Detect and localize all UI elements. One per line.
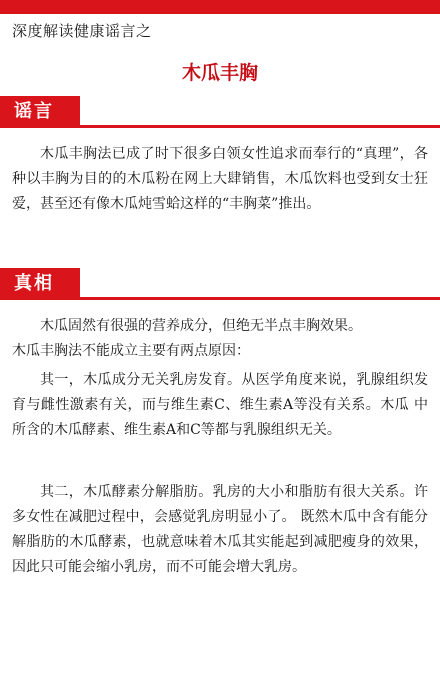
top-red-bar [0,0,440,14]
section-header-rumor [0,96,440,128]
section-tag-truth: 真相 [0,268,80,300]
truth-paragraph-reasons: 木瓜丰胸法不能成立主要有两点原因： [12,343,250,359]
series-title: 深度解读健康谣言之 [12,22,152,40]
section-tag-rumor: 谣言 [0,96,80,128]
truth-paragraph-reason-one: 其一，木瓜成分无关乳房发育。从医学角度来说，乳腺组织发育与雌性激素有关，而与维生素C、维生素A等没有关系。木瓜 中所含的木瓜酵素、维生素A和C等都与乳腺组织无关。 [12,372,428,438]
truth-paragraph-reason-two: 其二，木瓜酵素分解脂肪。乳房的大小和脂肪有很大关系。许多女性在减肥过程中，会感觉乳房明显小了。 既然木瓜中含有能分解脂肪的木瓜酵素，也就意味着木瓜其实能起到减肥瘦身的效果，因此只可能会缩小乳房，而不可能会增大乳房。 [12,484,428,575]
article-title: 木瓜丰胸 [181,62,258,84]
section-divider [0,297,440,300]
truth-paragraph-intro: 木瓜固然有很强的营养成分，但绝无半点丰胸效果。 [40,318,362,334]
section-divider [0,125,440,128]
rumor-paragraph: 木瓜丰胸法已成了时下很多白领女性追求而奉行的“真理”，各种以丰胸为目的的木瓜粉在网上大肆销售，木瓜饮料也受到女士狂爱，甚至还有像木瓜炖雪蛤这样的“丰胸菜”推出。 [12,146,428,212]
section-header-truth [0,268,440,300]
